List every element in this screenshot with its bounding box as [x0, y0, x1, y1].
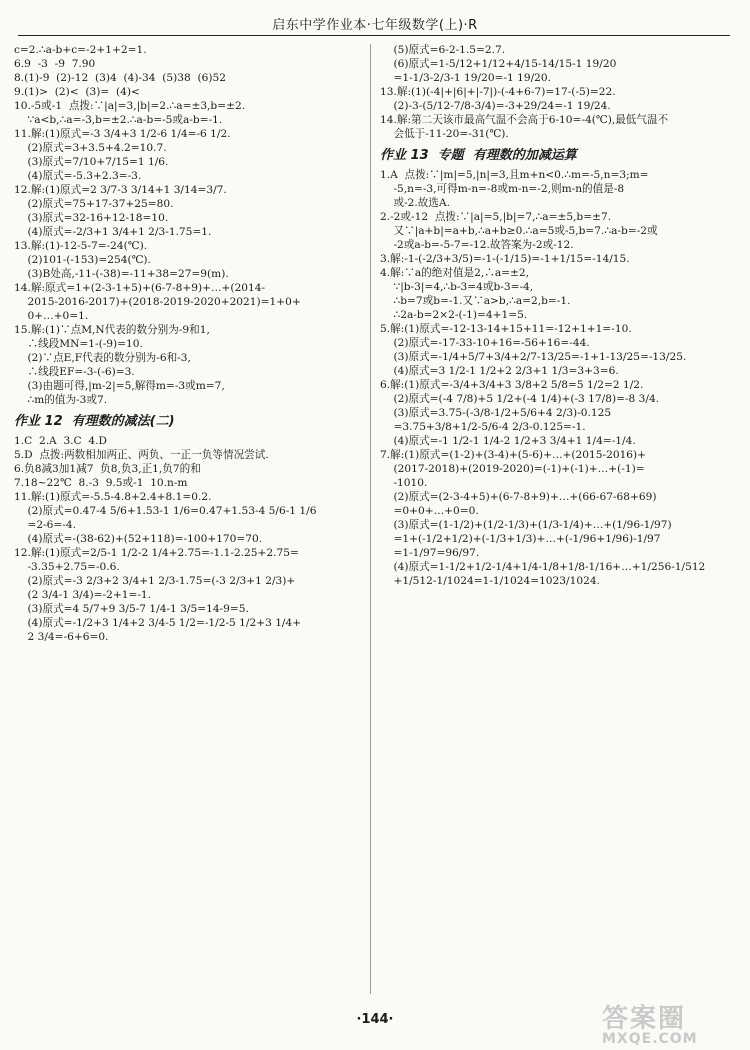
answer-line: 12.解:(1)原式=2/5-1 1/2-2 1/4+2.75=-1.1-2.25+2.75= — [14, 546, 299, 559]
answer-line: 11.解:(1)原式=-5.5-4.8+2.4+8.1=0.2. — [14, 490, 212, 503]
answer-line: =1-1/3-2/3-1 19/20=-1 19/20. — [380, 72, 552, 84]
answer-line: 13.解:(1)-12-5-7=-24(℃). — [14, 240, 148, 252]
answer-line: 6.解:(1)原式=-3/4+3/4+3 3/8+2 5/8=5 1/2=2 1/2. — [380, 378, 644, 391]
watermark-text: 答案圈 — [602, 1004, 687, 1034]
answer-line: (5)原式=6-2-1.5=2.7. — [380, 44, 506, 56]
answer-line: ∴b=7或b=-1.又∵a>b,∴a=2,b=-1. — [380, 294, 571, 307]
answer-line: +1/512-1/1024=1-1/1024=1023/1024. — [380, 574, 600, 587]
answer-line: ∵a<b,∴a=-3,b=±2.∴a-b=-5或a-b=-1. — [14, 114, 223, 126]
left-column — [14, 44, 366, 645]
answer-line: (3)原式=32-16+12-18=10. — [14, 212, 169, 224]
answer-line: 9.(1)> (2)< (3)= (4)< — [14, 86, 140, 98]
answer-line: 7.解:(1)原式=(1-2)+(3-4)+(5-6)+…+(2015-2016)+ — [380, 448, 647, 461]
column-divider — [370, 44, 371, 994]
answer-line: =3.75+3/8+1/2-5/6-4 2/3-0.125=-1. — [380, 420, 586, 433]
answer-line: (2)原式=3+3.5+4.2=10.7. — [14, 142, 167, 154]
answer-line: 或-2.故选A. — [380, 196, 450, 209]
answer-line: ∴2a-b=2×2-(-1)=4+1=5. — [380, 308, 528, 321]
answer-line: (2)∵点E,F代表的数分别为-6和-3, — [14, 352, 191, 364]
answer-line: (3)原式=7/10+7/15=1 1/6. — [14, 156, 169, 168]
answer-line: ∵|b-3|=4,∴b-3=4或b-3=-4, — [380, 280, 534, 293]
answer-line: (3)B处高,-11-(-38)=-11+38=27=9(m). — [14, 268, 229, 280]
answer-line: (2)原式=75+17-37+25=80. — [14, 198, 174, 210]
answer-line: (2017-2018)+(2019-2020)=(-1)+(-1)+…+(-1)= — [380, 462, 645, 475]
answer-line: -2或a-b=-5-7=-12.故答案为-2或-12. — [380, 238, 574, 251]
answer-line: (4)原式=-2/3+1 3/4+1 2/3-1.75=1. — [14, 226, 212, 238]
answer-line: (2)101-(-153)=254(℃). — [14, 254, 151, 266]
answer-line: =0+0+…+0=0. — [380, 504, 479, 517]
answer-line: ∴m的值为-3或7. — [14, 394, 108, 406]
answer-line: (4)原式=-1 1/2-1 1/4-2 1/2+3 3/4+1 1/4=-1/4. — [380, 434, 636, 447]
answer-line: (6)原式=1-5/12+1/12+4/15-14/15-1 19/20 — [380, 58, 617, 70]
page-header: 启东中学作业本·七年级数学(上)·R — [272, 18, 478, 33]
right-column — [380, 44, 742, 589]
section-heading: 作业 13 专题 有理数的加减运算 — [380, 148, 577, 163]
answer-line: (4)原式=-(38-62)+(52+118)=-100+170=70. — [14, 532, 263, 545]
answer-line: (4)原式=3 1/2-1 1/2+2 2/3+1 1/3=3+3=6. — [380, 364, 619, 377]
answer-line: 1.C 2.A 3.C 4.D — [14, 434, 107, 447]
answer-line: 2 3/4=-6+6=0. — [14, 630, 109, 643]
answer-line: (3)由题可得,|m-2|=5,解得m=-3或m=7, — [14, 380, 225, 392]
answer-line: 14.解:第二天该市最高气温不会高于6-10=-4(℃),最低气温不 — [380, 114, 669, 126]
answer-line: 0+…+0=1. — [14, 310, 89, 322]
answer-line: 2.-2或-12 点拨:∵|a|=5,|b|=7,∴a=±5,b=±7. — [380, 210, 612, 223]
answer-line: (2 3/4-1 3/4)=-2+1=-1. — [14, 588, 152, 601]
answer-line: 8.(1)-9 (2)-12 (3)4 (4)-34 (5)38 (6)52 — [14, 72, 226, 84]
answer-line: (4)原式=-5.3+2.3=-3. — [14, 170, 142, 182]
watermark-url: MXQE.COM — [602, 1031, 698, 1047]
answer-line: 5.D 点拨:两数相加两正、两负、一正一负等情况尝试. — [14, 448, 269, 461]
answer-line: 会低于-11-20=-31(℃). — [380, 128, 509, 140]
answer-line: (3)原式=-1/4+5/7+3/4+2/7-13/25=-1+1-13/25=-13/25. — [380, 350, 687, 363]
answer-line: 7.18~22℃ 8.-3 9.5或-1 10.n-m — [14, 476, 188, 489]
answer-line: =1-1/97=96/97. — [380, 546, 480, 559]
answer-line: (3)原式=4 5/7+9 3/5-7 1/4-1 3/5=14-9=5. — [14, 602, 249, 615]
answer-line: -1010. — [380, 476, 428, 489]
answer-line: (2)-3-(5/12-7/8-3/4)=-3+29/24=-1 19/24. — [380, 100, 611, 112]
answer-line: 1.A 点拨:∵|m|=5,|n|=3,且m+n<0.∴m=-5,n=3;m= — [380, 168, 649, 181]
section-heading: 作业 12 有理数的减法(二) — [14, 414, 175, 429]
watermark-logo — [602, 998, 742, 1046]
page-number: ·144· — [356, 1012, 394, 1027]
answer-line: 15.解:(1)∵点M,N代表的数分别为-9和1, — [14, 324, 210, 336]
answer-line: -3.35+2.75=-0.6. — [14, 560, 120, 573]
answer-line: (3)原式=(1-1/2)+(1/2-1/3)+(1/3-1/4)+…+(1/96-1/97) — [380, 518, 672, 531]
answer-line: 14.解:原式=1+(2-3-1+5)+(6-7-8+9)+…+(2014- — [14, 282, 266, 294]
answer-line: 11.解:(1)原式=-3 3/4+3 1/2-6 1/4=-6 1/2. — [14, 128, 231, 140]
answer-line: (2)原式=-17-33-10+16=-56+16=-44. — [380, 336, 590, 349]
answer-line: 6.9 -3 -9 7.90 — [14, 58, 96, 70]
answer-line: (2)原式=(-4 7/8)+5 1/2+(-4 1/4)+(-3 17/8)=-8 3/4. — [380, 392, 660, 405]
answer-line: =1+(-1/2+1/2)+(-1/3+1/3)+…+(-1/96+1/96)-1/97 — [380, 532, 661, 545]
answer-line: 12.解:(1)原式=2 3/7-3 3/14+1 3/14=3/7. — [14, 184, 227, 196]
header-rule — [18, 35, 730, 36]
answer-line: 2015-2016-2017)+(2018-2019-2020+2021)=1+0+ — [14, 296, 301, 308]
answer-line: ∴线段EF=-3-(-6)=3. — [14, 366, 135, 378]
answer-line: (2)原式=0.47-4 5/6+1.53-1 1/6=0.47+1.53-4 5/6-1 1/6 — [14, 504, 317, 517]
answer-line: 6.负8减3加1减7 负8,负3,正1,负7的和 — [14, 462, 201, 475]
answer-line: (3)原式=3.75-(-3/8-1/2+5/6+4 2/3)-0.125 — [380, 406, 612, 419]
answer-line: 3.解:-1-(-2/3+3/5)=-1-(-1/15)=-1+1/15=-14/15. — [380, 252, 630, 265]
answer-line: -5,n=-3,可得m-n=-8或m-n=-2,则m-n的值是-8 — [380, 182, 625, 195]
answer-line: (2)原式=(2-3-4+5)+(6-7-8+9)+…+(66-67-68+69) — [380, 490, 657, 503]
answer-line: 4.解:∵a的绝对值是2,∴a=±2, — [380, 266, 530, 279]
answer-line: (4)原式=-1/2+3 1/4+2 3/4-5 1/2=-1/2-5 1/2+3 1/4+ — [14, 616, 302, 629]
answer-line: 10.-5或-1 点拨:∵|a|=3,|b|=2.∴a=±3,b=±2. — [14, 100, 246, 112]
answer-line: (2)原式=-3 2/3+2 3/4+1 2/3-1.75=(-3 2/3+1 2/3)+ — [14, 574, 296, 587]
answer-line: ∴线段MN=1-(-9)=10. — [14, 338, 143, 350]
answer-line: =2-6=-4. — [14, 518, 76, 531]
answer-line: (4)原式=1-1/2+1/2-1/4+1/4-1/8+1/8-1/16+…+1/256-1/512 — [380, 560, 706, 573]
answer-line: 13.解:(1)(-4|+|6|+|-7|)-(-4+6-7)=17-(-5)=22. — [380, 86, 616, 98]
answer-line: c=2.∴a-b+c=-2+1+2=1. — [14, 44, 147, 56]
answer-line: 又∵|a+b|=a+b,∴a+b≥0.∴a=5或-5,b=7.∴a-b=-2或 — [380, 224, 658, 237]
answer-line: 5.解:(1)原式=-12-13-14+15+11=-12+1+1=-10. — [380, 322, 632, 335]
